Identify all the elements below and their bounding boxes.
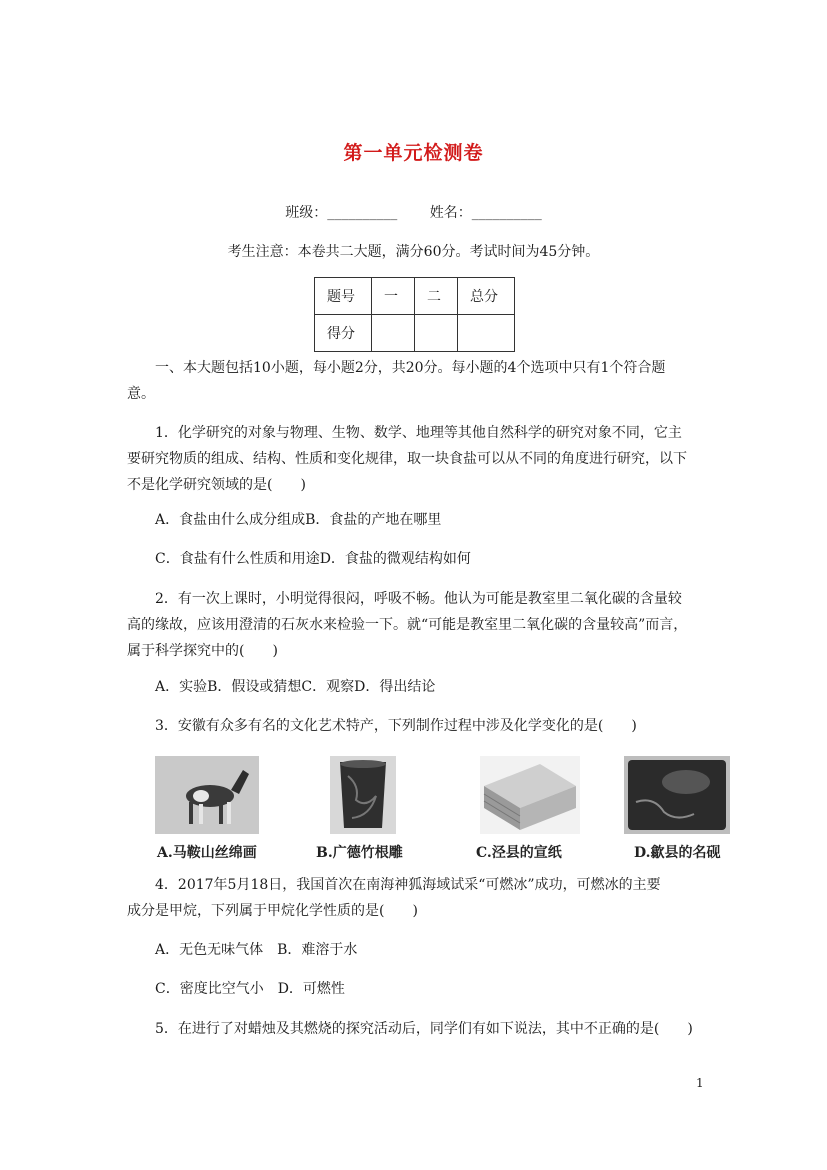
name-field-label: 姓名：__________ [429,205,542,221]
figure-c-caption: C.泾县的宣纸 [476,845,562,861]
class-field-label: 班级：__________ [285,205,398,221]
xuan-paper-stack-photo-icon [480,756,580,834]
question-4 [127,872,707,924]
figure-a-caption: A.马鞍山丝绵画 [157,845,257,861]
page-title: 第一单元检测卷 [343,142,484,164]
horse-figurine-photo-icon [155,756,259,834]
figure-b-caption: B.广德竹根雕 [316,845,403,861]
text-line: 高的缘故，应该用澄清的石灰水来检验一下。就“可能是教室里二氧化碳的含量较高”而言， [127,617,688,633]
score-header-cell: 题号 [315,278,372,315]
question-1 [127,420,707,498]
text-line: 4．2017年5月18日，我国首次在南海神狐海域试采“可燃冰”成功，可燃冰的主要 [155,877,661,893]
figure-d-caption: D.歙县的名砚 [634,845,721,861]
text-line: 不是化学研究领域的是( ) [127,477,306,493]
student-info-line [0,202,827,222]
score-header-cell: 总分 [458,278,515,315]
text-line: 要研究物质的组成、结构、性质和变化规律，取一块食盐可以从不同的角度进行研究，以下 [127,451,687,467]
question-1-options-cd: C．食盐有什么性质和用途D．食盐的微观结构如何 [155,551,471,567]
text-line: 2．有一次上课时，小明觉得很闷，呼吸不畅。他认为可能是教室里二氧化碳的含量较 [155,591,682,607]
text-line: 意。 [127,386,155,402]
score-cell-section1[interactable] [372,315,415,352]
question-3-figures [150,756,740,866]
page-number: 1 [696,1076,704,1090]
question-2 [127,586,707,664]
score-table-header-row [315,278,515,315]
question-2-options: A．实验B．假设或猜想C．观察D．得出结论 [155,679,436,695]
inkstone-photo-icon [624,756,730,834]
text-line: 成分是甲烷，下列属于甲烷化学性质的是( ) [127,903,418,919]
text-line: 一、本大题包括10小题，每小题2分，共20分。每小题的4个选项中只有1个符合题 [155,360,666,376]
bamboo-root-carving-photo-icon [330,756,396,834]
score-table [314,277,515,352]
score-header-cell: 二 [415,278,458,315]
question-4-options-cd: C．密度比空气小 D．可燃性 [155,981,345,997]
score-header-cell: 一 [372,278,415,315]
score-table-score-row [315,315,515,352]
score-cell-total[interactable] [458,315,515,352]
question-1-options-ab: A．食盐由什么成分组成B．食盐的产地在哪里 [155,512,442,528]
text-line: 1．化学研究的对象与物理、生物、数学、地理等其他自然科学的研究对象不同，它主 [155,425,682,441]
score-cell-section2[interactable] [415,315,458,352]
score-row-label: 得分 [315,315,372,352]
question-4-options-ab: A．无色无味气体 B．难溶于水 [155,942,358,958]
exam-notice: 考生注意：本卷共二大题，满分60分。考试时间为45分钟。 [227,244,600,260]
question-3: 3．安徽有众多有名的文化艺术特产，下列制作过程中涉及化学变化的是( ) [155,718,637,734]
section-one-instructions [127,355,707,407]
question-5: 5．在进行了对蜡烛及其燃烧的探究活动后，同学们有如下说法，其中不正确的是( ) [155,1021,693,1037]
text-line: 属于科学探究中的( ) [127,643,278,659]
